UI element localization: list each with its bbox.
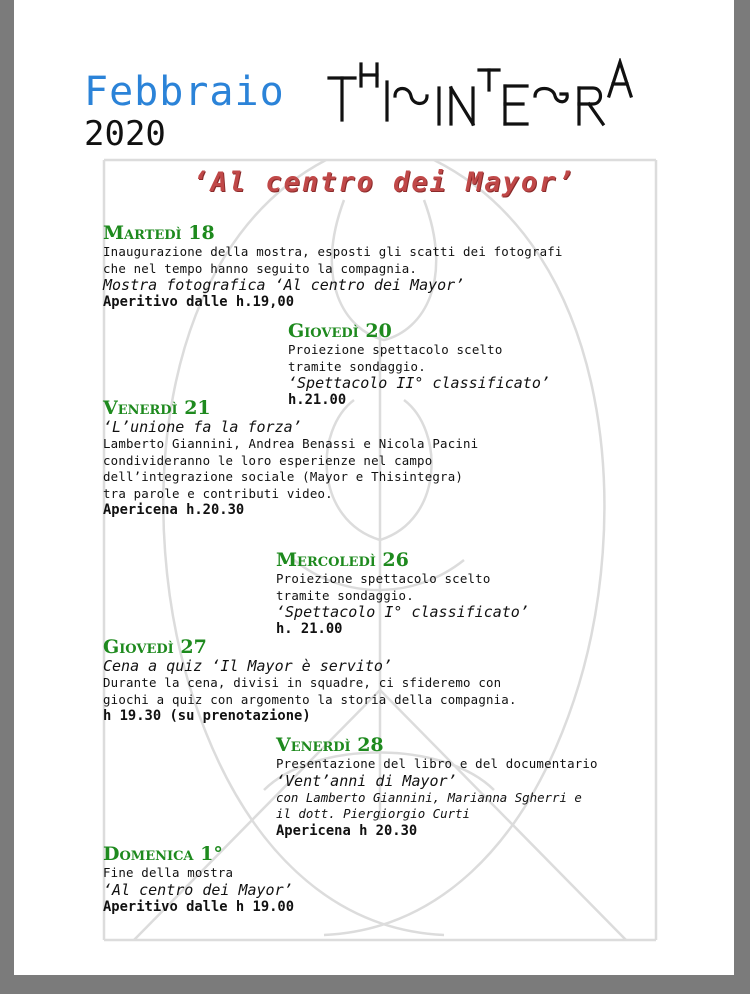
event-time: h. 21.00: [276, 621, 343, 637]
event-line: che nel tempo hanno seguito la compagnia.: [103, 260, 418, 276]
event-italic: ‘Spettacolo II° classificato’: [288, 374, 550, 392]
event-guests: con Lamberto Giannini, Marianna Sgherri e: [276, 789, 582, 805]
event-line: tramite sondaggio.: [276, 587, 414, 603]
event-time: Apericena h 20.30: [276, 822, 418, 839]
event-italic: Cena a quiz ‘Il Mayor è servito’: [103, 657, 392, 675]
event-time: h 19.30 (su prenotazione): [103, 708, 311, 724]
event-venerdi-28: [276, 734, 598, 840]
event-guests: il dott. Piergiorgio Curti: [276, 806, 470, 821]
event-italic: ‘Spettacolo I° classificato’: [276, 603, 529, 621]
event-venerdi-21: [103, 397, 478, 519]
logo-text: THISINTEGRA: [327, 58, 334, 59]
event-line: Fine della mostra: [103, 865, 234, 880]
event-italic: Mostra fotografica ‘Al centro dei Mayor’: [103, 276, 465, 294]
event-day: Giovedì 27: [103, 636, 207, 658]
event-time: Aperitivo dalle h 19.00: [103, 898, 295, 915]
event-line: condivideranno le loro esperienze nel campo: [103, 452, 433, 468]
event-line: dell’integrazione sociale (Mayor e Thisintegra): [103, 469, 464, 484]
event-italic: ‘Al centro dei Mayor’: [103, 880, 293, 899]
event-martedi-18: [103, 222, 563, 311]
event-day: Domenica 1°: [103, 843, 223, 865]
event-giovedi-20: [288, 320, 550, 409]
event-line: tra parole e contributi video.: [103, 485, 333, 501]
poster-page: [14, 0, 734, 975]
thisintegra-logo: [327, 58, 647, 130]
year-heading: 2020: [84, 114, 166, 154]
event-day: Mercoledì 26: [276, 549, 409, 571]
event-time: Apericena h.20.30: [103, 502, 245, 518]
event-line: Presentazione del libro e del documentario: [276, 756, 598, 771]
event-line: giochi a quiz con argomento la storia della compagnia.: [103, 691, 517, 707]
event-line: tramite sondaggio.: [288, 358, 426, 374]
event-line: Lamberto Giannini, Andrea Benassi e Nicola Pacini: [103, 436, 479, 451]
event-line: Durante la cena, divisi in squadre, ci sfideremo con: [103, 675, 502, 690]
event-day: Venerdì 21: [103, 397, 211, 419]
month-heading: Febbraio: [84, 69, 285, 115]
event-domenica-1: [103, 843, 294, 916]
event-giovedi-27: [103, 636, 517, 725]
event-day: Martedì 18: [103, 222, 215, 244]
event-mercoledi-26: [276, 549, 529, 638]
event-title: ‘Al centro dei Mayor’: [192, 167, 576, 198]
event-italic: ‘L’unione fa la forza’: [103, 418, 302, 436]
event-italic: ‘Vent’anni di Mayor’: [276, 771, 457, 790]
event-time: h.21.00: [288, 392, 347, 408]
event-time: Aperitivo dalle h.19,00: [103, 294, 295, 310]
event-line: Proiezione spettacolo scelto: [288, 342, 503, 357]
event-line: Inaugurazione della mostra, esposti gli scatti dei fotografi: [103, 244, 563, 259]
event-line: Proiezione spettacolo scelto: [276, 571, 491, 586]
event-day: Venerdì 28: [276, 734, 384, 756]
event-day: Giovedì 20: [288, 320, 392, 342]
